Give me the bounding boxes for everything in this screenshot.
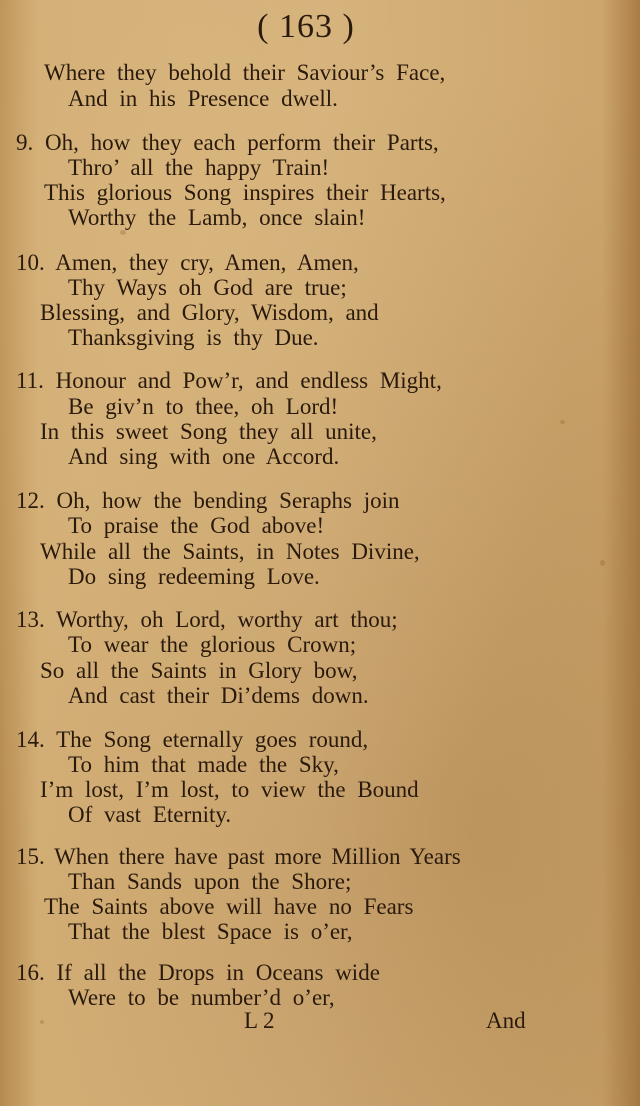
hymn-line: And sing with one Accord.	[68, 444, 340, 469]
page-number: ( 163 )	[257, 8, 355, 45]
hymn-line: So all the Saints in Glory bow,	[40, 658, 358, 683]
foxing-spot	[600, 560, 605, 566]
foxing-spot	[560, 420, 565, 424]
verse-first-line: 11. Honour and Pow’r, and endless Might,	[16, 368, 442, 393]
verse-first-line: 16. If all the Drops in Oceans wide	[16, 960, 380, 985]
hymn-line: Thro’ all the happy Train!	[68, 155, 330, 180]
hymn-line: The Saints above will have no Fears	[44, 894, 414, 919]
hymn-line: I’m lost, I’m lost, to view the Bound	[40, 777, 419, 802]
verse-first-line: 13. Worthy, oh Lord, worthy art thou;	[16, 607, 398, 632]
hymn-line: That the blest Space is o’er,	[68, 919, 353, 944]
verse-first-line: 15. When there have past more Million Years	[16, 844, 461, 869]
hymn-line: While all the Saints, in Notes Divine,	[40, 539, 420, 564]
hymn-line: Of vast Eternity.	[68, 802, 232, 827]
hymn-line: Were to be number’d o’er,	[68, 985, 335, 1010]
verse-first-line: 9. Oh, how they each perform their Parts,	[16, 130, 439, 155]
hymn-line: Worthy the Lamb, once slain!	[68, 205, 366, 230]
hymn-line: Be giv’n to thee, oh Lord!	[68, 394, 339, 419]
verse-first-line: 12. Oh, how the bending Seraphs join	[16, 488, 400, 513]
hymn-line: Than Sands upon the Shore;	[68, 869, 352, 894]
hymn-line: In this sweet Song they all unite,	[40, 419, 377, 444]
foxing-spot	[40, 1020, 44, 1024]
verse-first-line: 10. Amen, they cry, Amen, Amen,	[16, 250, 359, 275]
hymn-line: Thy Ways oh God are true;	[68, 275, 347, 300]
hymn-line: To praise the God above!	[68, 513, 325, 538]
hymn-line: And in his Presence dwell.	[68, 86, 338, 111]
hymn-line: Where they behold their Saviour’s Face,	[44, 60, 446, 85]
hymn-line: To him that made the Sky,	[68, 752, 339, 777]
hymn-line: Thanksgiving is thy Due.	[68, 325, 319, 350]
hymn-line: Blessing, and Glory, Wisdom, and	[40, 300, 379, 325]
catchword: And	[486, 1008, 526, 1033]
hymn-line: To wear the glorious Crown;	[68, 632, 357, 657]
hymn-line: This glorious Song inspires their Hearts,	[44, 180, 446, 205]
hymn-line: And cast their Di’dems down.	[68, 683, 369, 708]
verse-first-line: 14. The Song eternally goes round,	[16, 727, 369, 752]
signature-mark: L 2	[244, 1008, 275, 1033]
hymn-line: Do sing redeeming Love.	[68, 564, 320, 589]
